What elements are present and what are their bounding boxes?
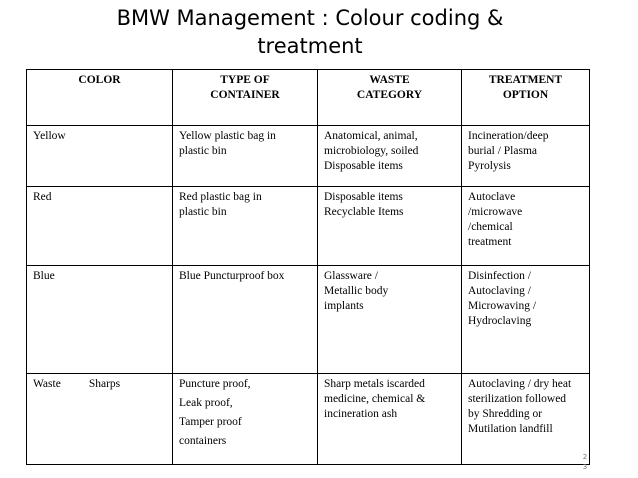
cell-treatment: Autoclaving / dry heat sterilization followed by Shredding or Mutilation landfill bbox=[462, 374, 590, 465]
cell-container: Yellow plastic bag in plastic bin bbox=[173, 126, 318, 187]
slide-title bbox=[60, 4, 560, 60]
table-row-yellow bbox=[27, 126, 590, 187]
table-row-red bbox=[27, 187, 590, 266]
header-container: TYPE OF CONTAINER bbox=[173, 70, 318, 126]
waste-coding-table bbox=[26, 69, 590, 465]
cell-category: Sharp metals iscarded medicine, chemical & incineration ash bbox=[318, 374, 462, 465]
cell-treatment: Incineration/deep burial / Plasma Pyrolysis bbox=[462, 126, 590, 187]
cell-category: Disposable items Recyclable Items bbox=[318, 187, 462, 266]
cell-treatment: Autoclave /microwave /chemical treatment bbox=[462, 187, 590, 266]
table-row-blue bbox=[27, 266, 590, 374]
color-sub-label: Sharps bbox=[88, 378, 121, 390]
table-row-waste-sharps bbox=[27, 374, 590, 465]
cell-container: Puncture proof, Leak proof, Tamper proof containers bbox=[173, 374, 318, 465]
slide-title-line-2: treatment bbox=[257, 34, 363, 58]
header-treatment: TREATMENT OPTION bbox=[462, 70, 590, 126]
cell-color: Yellow bbox=[27, 126, 173, 187]
cell-container: Red plastic bag in plastic bin bbox=[173, 187, 318, 266]
slide-title-line-1: BMW Management : Colour coding & bbox=[116, 6, 504, 30]
cell-category: Anatomical, animal, microbiology, soiled Disposable items bbox=[318, 126, 462, 187]
cell-container: Blue Puncturproof box bbox=[173, 266, 318, 374]
cell-treatment: Disinfection / Autoclaving / Microwaving / Hydroclaving bbox=[462, 266, 590, 374]
cell-color: Red bbox=[27, 187, 173, 266]
color-label: Waste bbox=[33, 378, 61, 390]
slide-number: 2 3 bbox=[582, 453, 588, 471]
cell-color: Blue bbox=[27, 266, 173, 374]
header-category: WASTE CATEGORY bbox=[318, 70, 462, 126]
cell-color bbox=[27, 374, 173, 465]
table-header-row bbox=[27, 70, 590, 126]
cell-category: Glassware / Metallic body implants bbox=[318, 266, 462, 374]
header-color: COLOR bbox=[27, 70, 173, 126]
